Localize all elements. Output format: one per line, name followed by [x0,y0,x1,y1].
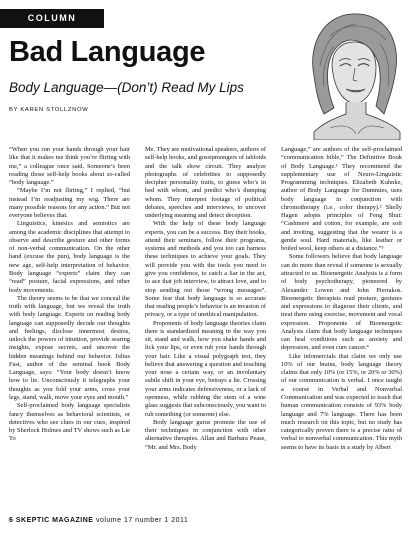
issue-info: volume 17 number 1 2011 [95,517,189,524]
subhead: Body Language—(Don’t) Read My Lips [9,80,244,95]
paragraph: Body language gurus promote the use of their techniques in conjunction with other alternative therapies. Allan and Barbara Pease, “Mr. and Mrs. Body [145,418,266,451]
headline: Bad Language [9,36,206,68]
paragraph: Proponents of body language theories claim there is standardized meaning in the way you sit, stand and walk, how you shake hands and lick your lips, or even rub your hands through your hair. Like a visual polygraph test, they believe that answering a question and touching your nose a certain way, or an involuntary subtle shift in your eye, betrays a lie. Crossing your arms indicates defensiveness, or a lack of openness, while rubbing the stem of a wine glass suggests that subconsciously, you want to rub something (or someone) else. [145,319,266,418]
paragraph: With the help of these body language experts, you can be a success. Buy their books, attend their seminars, follow their programs, systems and methods and you too can harness these techniques to achieve your goals. They will provide you with the tools you need to give you confidence, to catch a liar in the act, to ace that job interview, to attract love, and to stop sending out those “wrong messages”. Some fear that body language is so accurate that reading people’s behavior is an invasion of privacy, or a type of unethical manipulation. [145,220,266,319]
byline: BY KAREN STOLLZNOW [9,107,89,113]
paragraph: Like infomercials that claim we only use 10% of our brains, body language theory claims that only 10% (or 15%, or 20% or 30%) of our communication is verbal. I once taught a course in Verbal and Nonverbal Communication and was expected to teach that human communication consists of 93% body language and 7% language. There has been much research on this topic, but no study has categorically proven there is a precise ratio of verbal to nonverbal communication. This myth seems to have its basis in a study by Albert [281,352,402,451]
author-portrait-illustration [300,6,408,140]
paragraph: Language,” are authors of the self-proclaimed “communication bible,” The Definitive Book of Body Language.¹ They recommend the supplementary use of Neuro-Linguistic Programming techniques. Elizabeth Kuhnke, author of Body Language for Dummies, uses body language in conjunction with chromotherapy (i.e., color therapy).² Shelly Hagen adopts principles of Feng Shui: “Cashmere and cotton, for example, are soft and inviting, suggesting that the wearer is a gentle soul. Hard materials, like leather or boiled wool, keep others at a distance.”³ [281,146,402,253]
paragraph: “When you run your hands through your hair like that it makes me think you’re flirting with me,” a colleague once said. Someone’s been reading those self-help books about so-called “body language.” [9,146,130,187]
paragraph: Linguistics, kinesics and semiotics are among the academic disciplines that attempt to observe and describe gesture and other forms of non-verbal communication. On the other hand (excuse the pun), body language is the new age, self-help interpretation of behavior. Body language “experts” claim they can “read” posture, facial expressions, and other body movements. [9,220,130,294]
section-tab: COLUMN [0,9,104,28]
page-number: 6 [9,517,14,524]
paragraph: “Maybe I’m not flirting,” I replied, “but instead I’m readjusting my wig. There are many possible reasons for any action.” But not everyone believes that. [9,187,130,220]
paragraph: Self-proclaimed body language specialists fancy themselves as behavioral scientists, or detectives who see clues in our cues, inspired by Sherlock Holmes and TV shows such as Lie To [9,402,130,443]
page-footer [9,517,188,524]
article-column-2 [145,146,266,452]
article-column-1 [9,146,130,444]
paragraph: The theory seems to be that we conceal the truth with language, but we reveal the truth with body language. Experts on reading body language can supposedly decode our thoughts and feelings, disclose innermost desires, unlock the powers of intuition, provide searing insights, expose secrets, and uncover the hidden meanings behind our behavior. Julius Fast, author of the seminal book Body Language, says: “Your body doesn’t know how to lie. Unconsciously it telegraphs your thoughts as you fold your arms, cross your legs, stand, walk, move your eyes and mouth.” [9,294,130,401]
magazine-name: SKEPTIC MAGAZINE [15,517,94,524]
paragraph: Me. They are motivational speakers, authors of self-help books, and gossipmongers of tabloids and the talk show circuit. They analyze photographs of celebrities to supposedly decipher personality traits, to guess who’s in bed with whom, and predict who’s dumping whom. They interpret footage of political debates, speeches and interviews, to uncover underlying meaning and detect deception. [145,146,266,220]
paragraph: Some followers believe that body language can do more than reveal if someone is sexually attracted to us. Bioenergetic Analysis is a form of body psychotherapy, pioneered by Alexander Lowen and John Pierrakos. Bioenergetic therapists read posture, gestures and expressions to diagnose their clients, and treat them using exercise, movement and vocal expression. Proponents of Bioenergetic Analysis claim that body language techniques can heal conditions such as anxiety and depression, and even cure cancer.⁴ [281,253,402,352]
article-column-3 [281,146,402,452]
